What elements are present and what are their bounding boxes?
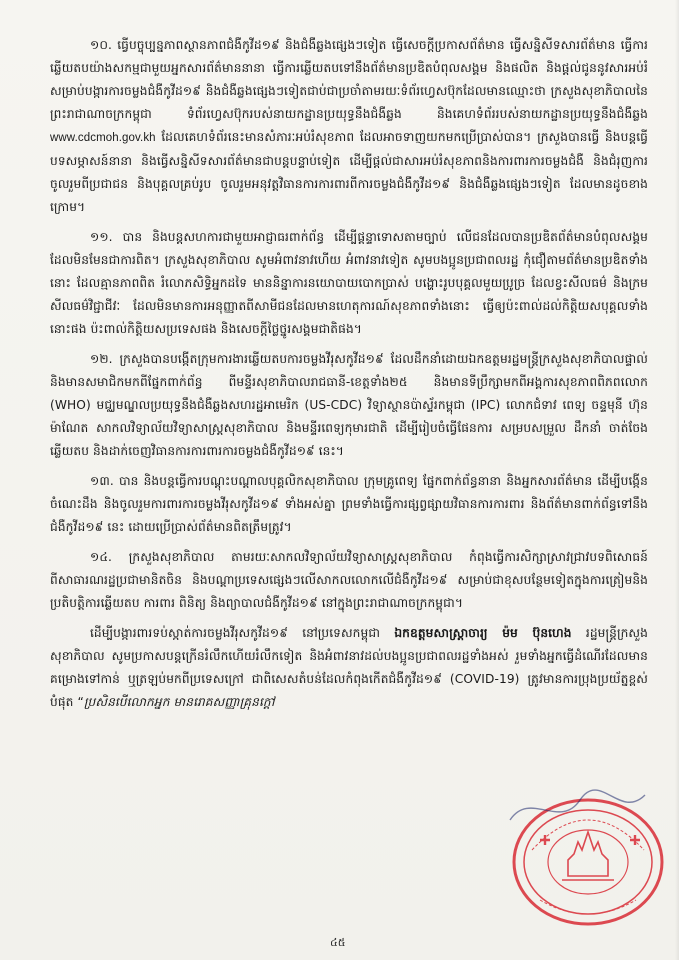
closing-text: ដើម្បីបង្ការពារទប់ស្កាត់ការចម្លងវីរុសកូវីដ១៩ នៅប្រទេសកម្ពុជា [90,626,381,640]
scan-edge-shadow [675,0,679,960]
paragraph-10 [50,34,648,219]
official-seal [470,780,670,930]
paragraph-text: ធ្វើបច្ចុប្បន្នភាពស្ថានភាពជំងឺកូវីដ១៩ និងជំងឺឆ្លងផ្សេងៗទៀត ធ្វើសេចក្តីប្រកាសព័ត៌មាន ធ្វើសន្និសីទសារព័ត៌មាន ធ្វើការឆ្លើយតបយ៉ាងសកម្មជាមួយអ្នកសារព័ត៌មាននានា ធ្វើការឆ្លើយតបទៅនឹងព័ត៌មានប្រឌិតបំពុលសង្គម និងផលិត និងផ្តល់ជូននូវសារអប់រំសម្រាប់បង្ការការចម្លងជំងឺកូវីដ១៩ និងជំងឺឆ្លងផ្សេងៗទៀតជាប់ជាប្រចាំតាមរយៈទំព័រហ្វេសប៊ុកដែលមានឈ្មោះថា ក្រសួងសុខាភិបាលនៃព្រះរាជាណាចក្រកម្ពុជា ទំព័រហ្វេសប៊ុករបស់នាយកដ្ឋានប្រយុទ្ធនឹងជំងឺឆ្លង និងគេហទំព័ររបស់នាយកដ្ឋានប្រយុទ្ធនឹងជំងឺឆ្លង [50,38,648,121]
paragraph-number: ១១. [90,230,113,244]
website-link[interactable]: www.cdcmoh.gov.kh [50,132,156,144]
paragraph-text: បាន និងបន្តធ្វើការបណ្តុះបណ្តាលបុគ្គលិកសុខាភិបាល ក្រុមគ្រូពេទ្យ ផ្នែកពាក់ព័ន្ធនានា និងអ្នកសារព័ត៌មាន ដើម្បីបង្កើនចំណេះដឹង និងចូលរួមការពារការចម្លងវីរុសកូវីដ១៩ ទាំងអស់គ្នា ព្រមទាំងធ្វើការផ្សព្វផ្សាយវិធានការការពារ និងព័ត៌មានពាក់ព័ន្ធទៅនឹងជំងឺកូវីដ១៩ នេះ ដោយប្រើប្រាស់ព័ត៌មានពិតត្រឹមត្រូវ។ [50,474,648,534]
paragraph-number: ១០. [90,38,113,52]
paragraph-number: ១២. [90,352,113,366]
seal-stamp [514,800,662,924]
paragraph-text: ក្រសួងសុខាភិបាល តាមរយៈសាកលវិទ្យាល័យវិទ្យាសាស្ត្រសុខាភិបាល កំពុងធ្វើការសិក្សាស្រាវជ្រាវបទពិសោធន៍ ពីសាធារណរដ្ឋប្រជាមានិតចិន និងបណ្តាប្រទេសផ្សេងៗលើសាកលលោកលើជំងឺកូវីដ១៩ សម្រាប់ជាខុសបន្ថែមទៀតក្នុងការត្រៀមនិងប្រតិបត្តិការឆ្លើយតប ការពារ ពិនិត្យ និងព្យាបាលជំងឺកូវីដ១៩ នៅក្នុងព្រះរាជាណាចក្រកម្ពុជា។ [50,550,648,610]
closing-text-continued: រដ្ឋមន្ត្រីក្រសួងសុខាភិបាល សូមប្រកាសបន្តក្រើនរំលឹកហើយរំលឹកទៀត និងអំពាវនាវដល់បងប្អូនប្រជាពលរដ្ឋទាំងអស់ រួមទាំងអ្នកធ្វើដំណើរដែលមានគម្រោងទៅកាន់ ឬត្រឡប់មកពីប្រទេសក្រៅ ជាពិសេសតំបន់ដែលកំពុងកើតជំងឺកូវីដ១៩ (COVID-19) ត្រូវមានការប្រុងប្រយ័ត្នខ្ពស់បំផុត “ [50,626,648,709]
paragraph-13 [50,470,648,539]
signature [510,790,645,820]
paragraph-number: ១៤. [90,550,113,564]
paragraph-text-continued: ដែលគេហទំព័រនេះមានសំភារៈអប់រំសុខភាព ដែលអាចទាញយកមកប្រើប្រាស់បាន។ ក្រសួងបានធ្វើ និងបន្តធ្វើបទសម្ភាសន៍នានា និងធ្វើសន្និសីទសារព័ត៌មានជាបន្តបន្ទាប់ទៀត ដើម្បីផ្តល់ជាសារអប់រំសុខភាពនិងការពារការចម្លងជំងឺ និងជំរុញការចូលរួមពីប្រជាជន និងបុគ្គលគ្រប់រូប ចូលរួមអនុវត្តវិធានការការពារពីការចម្លងជំងឺកូវីដ១៩ និងជំងឺឆ្លងផ្សេងៗទៀត ដែលមានដូចខាងក្រោម។ [50,130,648,214]
paragraph-11 [50,226,648,341]
document-body [50,34,648,721]
paragraph-14 [50,546,648,615]
paragraph-number: ១៣. [90,474,114,488]
paragraph-12 [50,348,648,463]
closing-paragraph [50,622,648,714]
page-number: ៤៥ [330,936,346,949]
paragraph-text: ក្រសួងបានបង្កើតក្រុមការងារឆ្លើយតបការចម្លងវីរុសកូវីដ១៩ ដែលដឹកនាំដោយឯកឧត្តមរដ្ឋមន្ត្រីក្រសួងសុខាភិបាលផ្ទាល់ និងមានសមាជិកមកពីផ្នែកពាក់ព័ន្ធ ពីមន្ទីរសុខាភិបាលរាជធានី-ខេត្តទាំង២៥ និងមានទីប្រឹក្សាមកពីអង្គការសុខភាពពិភពលោក (WHO) មជ្ឈមណ្ឌលប្រយុទ្ធនឹងជំងឺឆ្លងសហរដ្ឋអាមេរិក (US-CDC) វិទ្យាស្ថានប៉ាស្ទ័រកម្ពុជា (IPC) លោកជំទាវ ពេទ្យ ចន្ទមុនី ហ៊ុន ម៉ាណែត សាកលវិទ្យាល័យវិទ្យាសាស្ត្រសុខាភិបាល និងមន្ទីរពេទ្យកុមារជាតិ ដើម្បីរៀបចំធ្វើផែនការ សម្របសម្រួល ដឹកនាំ ចាត់ចែង ឆ្លើយតប និងដាក់ចេញវិធានការការពារការចម្លងជំងឺកូវីដ១៩ នេះ។ [50,352,648,458]
closing-quote: ប្រសិនបើលោកអ្នក មានរោគសញ្ញាគ្រុនក្តៅ [83,695,275,709]
minister-name: ឯកឧត្តមសាស្ត្រាចារ្យ ម៉ម ប៊ុនហេង [394,626,572,640]
paragraph-text: បាន និងបន្តសហការជាមួយអាជ្ញាធរពាក់ព័ន្ធ ដើម្បីផ្តន្ទាទោសតាមច្បាប់ លើជនដែលបានប្រឌិតព័ត៌មានបំពុលសង្គម ដែលមិនមែនជាការពិត។ ក្រសួងសុខាភិបាល សូមអំពាវនាវហើយ អំពាវនាវទៀត សូមបងប្អូនប្រជាពលរដ្ឋ កុំជឿតាមព័ត៌មានប្រឌិតទាំងនោះ ដែលគ្មានភាពពិត រំលោភសិទ្ធិអ្នកដទៃ មាននិន្នាការនយោបាយបោកប្រាស់ បង្ហោះរូបបុគ្គលមួយប្រូច្រ ដែលខ្វះសីលធម៌ និងក្រមសីលធម៌វិជ្ជាជីវៈ ដែលមិនមានការអនុញ្ញាតពីសាមីជនដែលមានហេតុការណ៍សុខភាពទាំងនោះ ធ្វើឲ្យប៉ះពាល់ដល់កិត្តិយសបុគ្គលទាំងនោះផង ប៉ះពាល់កិត្តិយសប្រទេសផង និងសេចក្តីថ្លៃថ្នូរសង្គមជាតិផង។ [50,230,648,336]
